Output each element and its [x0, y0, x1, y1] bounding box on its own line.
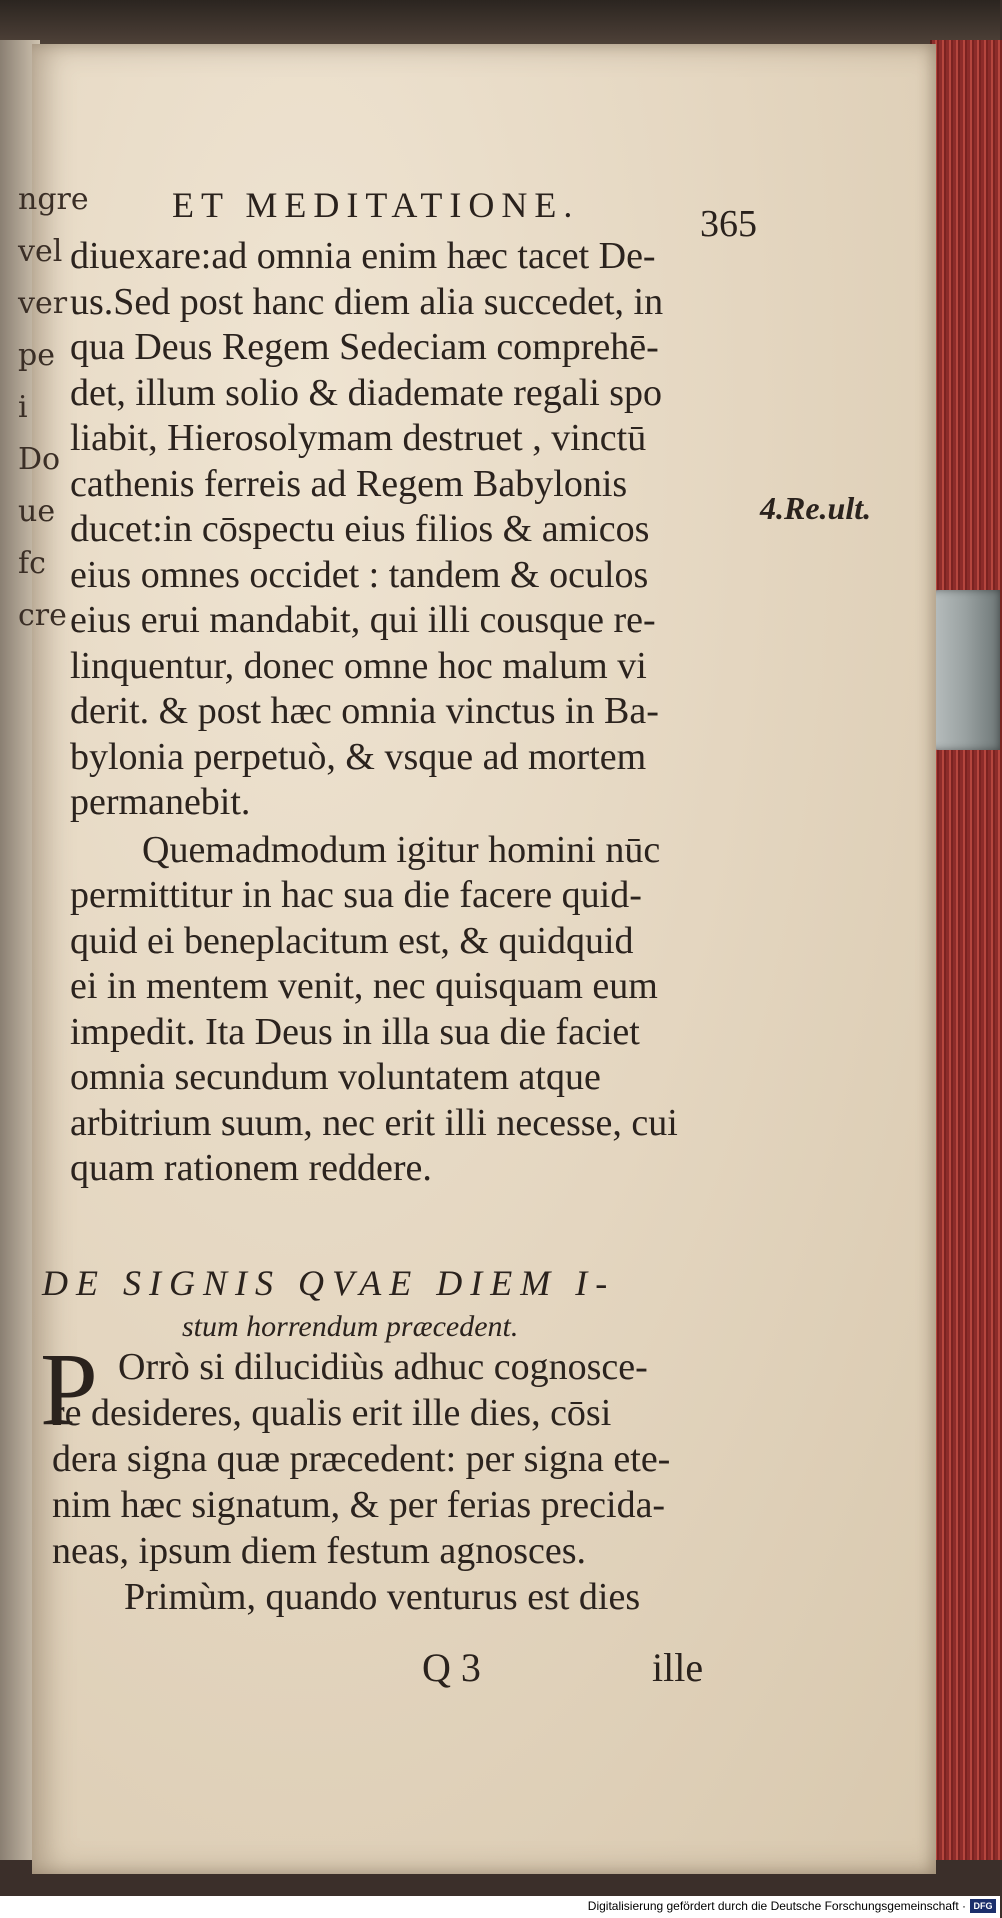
signature-mark: Q 3	[422, 1645, 481, 1690]
text-line: eius erui mandabit, qui illi cousque re-	[70, 599, 656, 641]
text-line: derit. & post hæc omnia vinctus in Ba-	[70, 690, 659, 732]
book-page	[18, 44, 936, 1874]
text-line: diuexare:ad omnia enim hæc tacet De-	[70, 235, 656, 277]
text-line: re desideres, qualis erit ille dies, cōsi	[52, 1392, 612, 1434]
main-text-block	[70, 234, 770, 1192]
text-line: ei in mentem venit, nec quisquam eum	[70, 965, 658, 1007]
text-line: arbitrium suum, nec erit illi necesse, cui	[70, 1101, 678, 1144]
text-line: dera signa quæ præcedent: per signa ete-	[52, 1438, 671, 1480]
text-line: det, illum solio & diademate regali spo	[70, 371, 663, 414]
text-line: neas, ipsum diem festum agnosces.	[52, 1530, 587, 1572]
previous-page-text: pe	[18, 338, 55, 373]
text-line: liabit, Hierosolymam destruet , vinctū	[70, 417, 647, 459]
drop-capital: P	[40, 1332, 98, 1447]
previous-page-text: vel	[18, 234, 63, 269]
previous-page-fragment	[18, 174, 89, 1074]
previous-page-text: ver	[18, 286, 68, 321]
page-fore-edge	[930, 40, 1002, 1860]
section-lines	[52, 1390, 752, 1620]
text-line: permittitur in hac sua die facere quid-	[70, 874, 642, 916]
section-text-block	[40, 1332, 752, 1620]
running-head: ET MEDITATIONE.	[172, 185, 580, 225]
text-line: eius omnes occidet : tandem & oculos	[70, 553, 649, 596]
text-line: bylonia perpetuò, & vsque ad mortem	[70, 735, 647, 778]
text-line: permanebit.	[70, 781, 251, 823]
text-line: quid ei beneplacitum est, & quidquid	[70, 919, 634, 962]
section-subheading: stum horrendum præcedent.	[182, 1310, 519, 1343]
text-line: linquentur, donec omne hoc malum vi	[70, 644, 647, 687]
previous-page-text: cre	[18, 598, 67, 633]
text-line: us.Sed post hanc diem alia succedet, in	[70, 280, 664, 323]
page-number: 365	[700, 203, 757, 245]
text-line: nim hæc signatum, & per ferias precida-	[52, 1484, 666, 1526]
text-line: Quemadmodum igitur homini nūc	[142, 828, 661, 871]
dfg-logo: DFG	[970, 1899, 996, 1913]
previous-page-text: i	[18, 390, 28, 425]
previous-page-text: ue	[18, 494, 56, 529]
footer-credit: Digitalisierung gefördert durch die Deutsche Forschungsgemeinschaft ·	[587, 1899, 966, 1913]
paragraph-1	[70, 234, 770, 826]
previous-page-text: fc	[18, 546, 46, 581]
previous-page-text: Do	[18, 442, 61, 477]
text-line: Primùm, quando venturus est dies	[124, 1576, 641, 1618]
text-line: qua Deus Regem Sedeciam comprehē-	[70, 326, 659, 368]
margin-note: 4.Re.ult.	[760, 490, 872, 526]
catchword: ille	[652, 1645, 704, 1690]
text-line: ducet:in cōspectu eius filios & amicos	[70, 508, 650, 550]
text-line: Orrò si dilucidiùs adhuc cognosce-	[118, 1346, 648, 1388]
text-line: impedit. Ita Deus in illa sua die faciet	[70, 1010, 640, 1053]
section-heading: DE SIGNIS QVAE DIEM I-	[42, 1263, 616, 1303]
text-line: quam rationem reddere.	[70, 1147, 432, 1189]
paragraph-2	[70, 828, 770, 1192]
text-line: omnia secundum voluntatem atque	[70, 1056, 601, 1098]
text-line: cathenis ferreis ad Regem Babylonis	[70, 462, 628, 505]
previous-page-text: ngre	[18, 182, 89, 217]
